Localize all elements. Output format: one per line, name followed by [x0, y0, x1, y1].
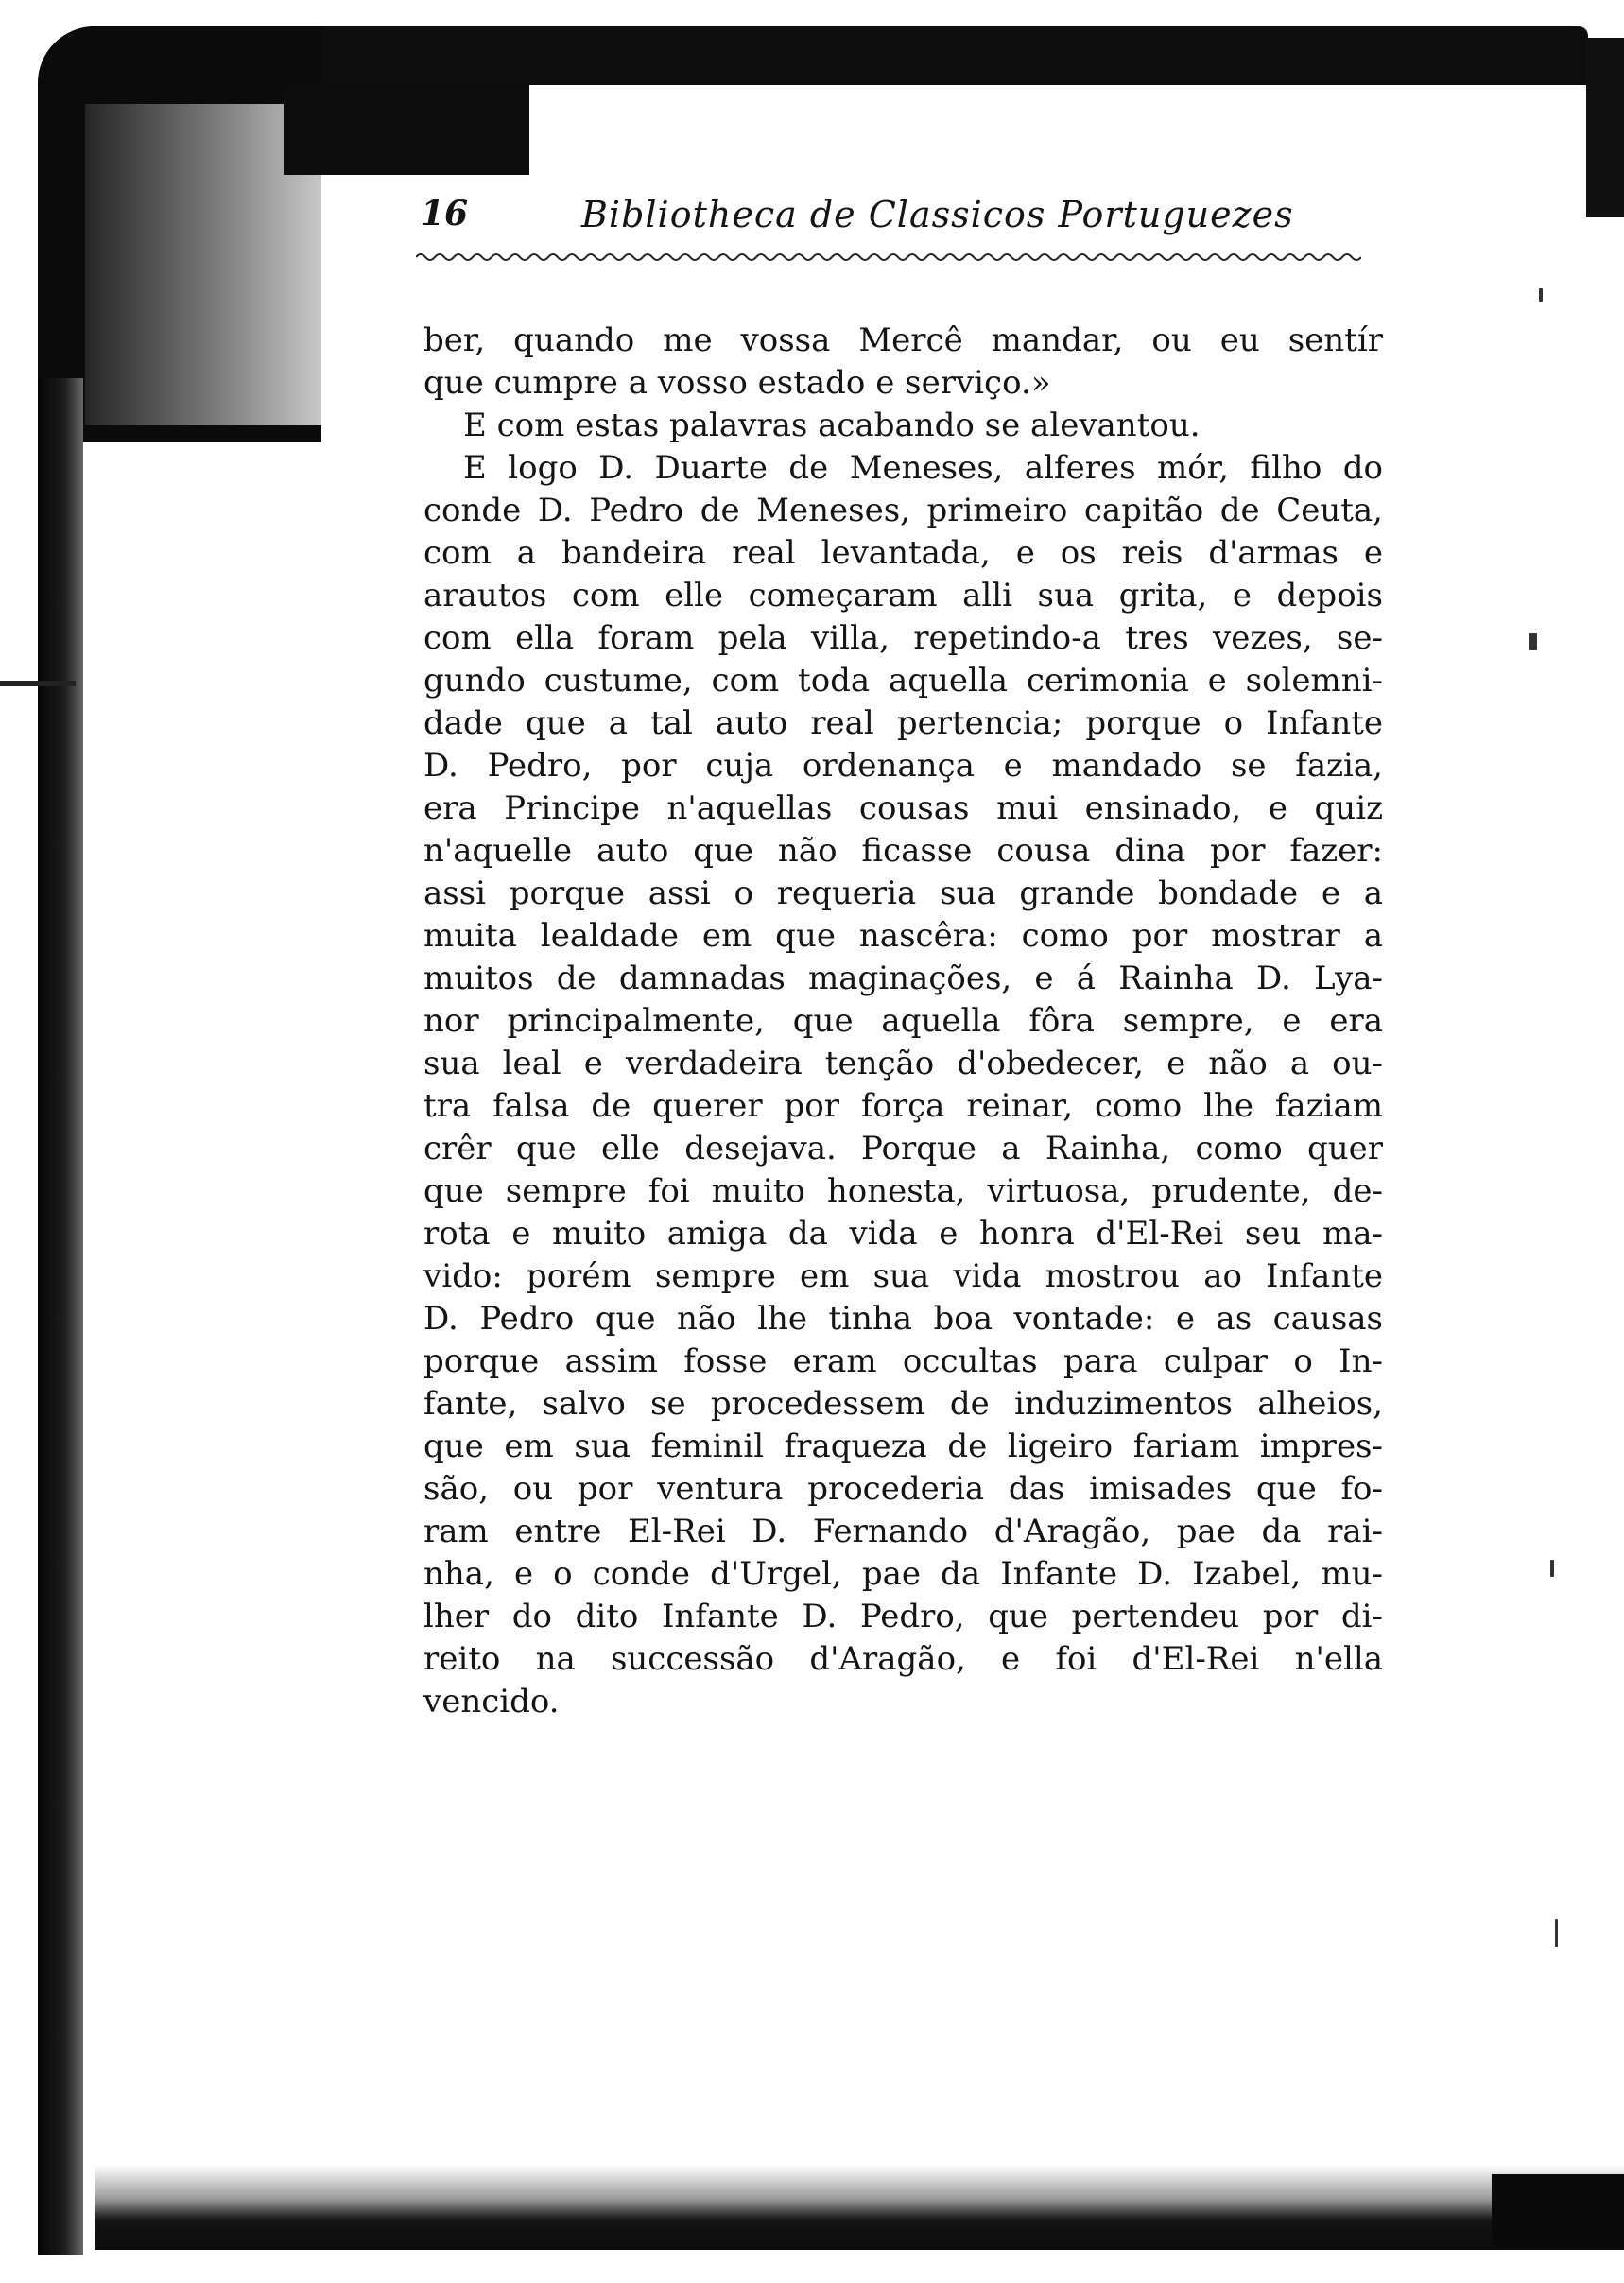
text-line: tra falsa de querer por força reinar, como lhe faziam	[423, 1087, 1383, 1125]
text-line: são, ou por ventura procederia das imisades que fo-	[423, 1470, 1383, 1508]
text-line: rota e muito amiga da vida e honra d'El-Rei seu ma-	[423, 1215, 1383, 1253]
text-line: dade que a tal auto real pertencia; porque o Infante	[423, 704, 1383, 742]
text-line: arautos com elle começaram alli sua grita, e depois	[423, 577, 1383, 614]
text-line: lher do dito Infante D. Pedro, que pertendeu por di-	[423, 1598, 1383, 1635]
text-line: vido: porém sempre em sua vida mostrou ao Infante	[423, 1257, 1383, 1295]
page-header	[421, 194, 1361, 251]
text-line: ram entre El-Rei D. Fernando d'Aragão, pae da rai-	[423, 1513, 1383, 1550]
scan-border-bottom	[95, 2165, 1624, 2250]
text-line: vencido.	[423, 1683, 560, 1721]
text-line: que sempre foi muito honesta, virtuosa, prudente, de-	[423, 1172, 1383, 1210]
text-line: fante, salvo se procedessem de induzimentos alheios,	[423, 1385, 1383, 1423]
scan-border-tab	[284, 85, 529, 175]
text-line: muita lealdade em que nascêra: como por mostrar a	[423, 917, 1383, 955]
scan-speck	[1539, 288, 1543, 302]
scan-speck	[1550, 1560, 1554, 1577]
text-line: muitos de damnadas maginações, e á Rainha D. Lya-	[423, 960, 1383, 997]
text-line: nha, e o conde d'Urgel, pae da Infante D. Izabel, mu-	[423, 1555, 1383, 1593]
text-line: n'aquelle auto que não ficasse cousa dina por fazer:	[423, 832, 1383, 870]
scan-border-left	[38, 378, 83, 2255]
text-line: reito na successão d'Aragão, e foi d'El-Rei n'ella	[423, 1640, 1383, 1678]
text-line: ber, quando me vossa Mercê mandar, ou eu sentír	[423, 321, 1383, 359]
text-line: D. Pedro que não lhe tinha boa vontade: e as causas	[423, 1300, 1383, 1338]
scan-border-top-right	[1586, 38, 1624, 217]
body-text	[423, 320, 1383, 1723]
running-title: Bibliotheca de Classicos Portuguezes	[581, 194, 1294, 235]
text-line: crêr que elle desejava. Porque a Rainha, como quer	[423, 1130, 1383, 1167]
page-number: 16	[421, 194, 469, 233]
text-line: era Principe n'aquellas cousas mui ensinado, e quiz	[423, 789, 1383, 827]
text-line: que cumpre a vosso estado e serviço.»	[423, 364, 1051, 402]
text-line: gundo custume, com toda aquella cerimonia e solemni-	[423, 662, 1383, 700]
text-line: assi porque assi o requeria sua grande bondade e a	[423, 874, 1383, 912]
wavy-rule	[416, 251, 1361, 264]
text-line: porque assim fosse eram occultas para culpar o In-	[423, 1342, 1383, 1380]
text-line: com a bandeira real levantada, e os reis d'armas e	[423, 534, 1383, 572]
scan-border-bottom-right	[1492, 2174, 1624, 2250]
text-line: sua leal e verdadeira tenção d'obedecer, e não a ou-	[423, 1045, 1383, 1082]
scan-mark-left	[0, 681, 76, 686]
text-line: E logo D. Duarte de Meneses, alferes mór, filho do	[463, 449, 1383, 487]
text-line: que em sua feminil fraqueza de ligeiro fariam impres-	[423, 1427, 1383, 1465]
text-line: conde D. Pedro de Meneses, primeiro capitão de Ceuta,	[423, 492, 1383, 529]
scan-speck	[1529, 633, 1537, 650]
text-line: E com estas palavras acabando se alevantou.	[463, 406, 1201, 444]
text-line: nor principalmente, que aquella fôra sempre, e era	[423, 1002, 1383, 1040]
text-line: com ella foram pela villa, repetindo-a tres vezes, se-	[423, 619, 1383, 657]
scan-speck	[1555, 1919, 1558, 1947]
text-line: D. Pedro, por cuja ordenança e mandado se fazia,	[423, 747, 1383, 785]
